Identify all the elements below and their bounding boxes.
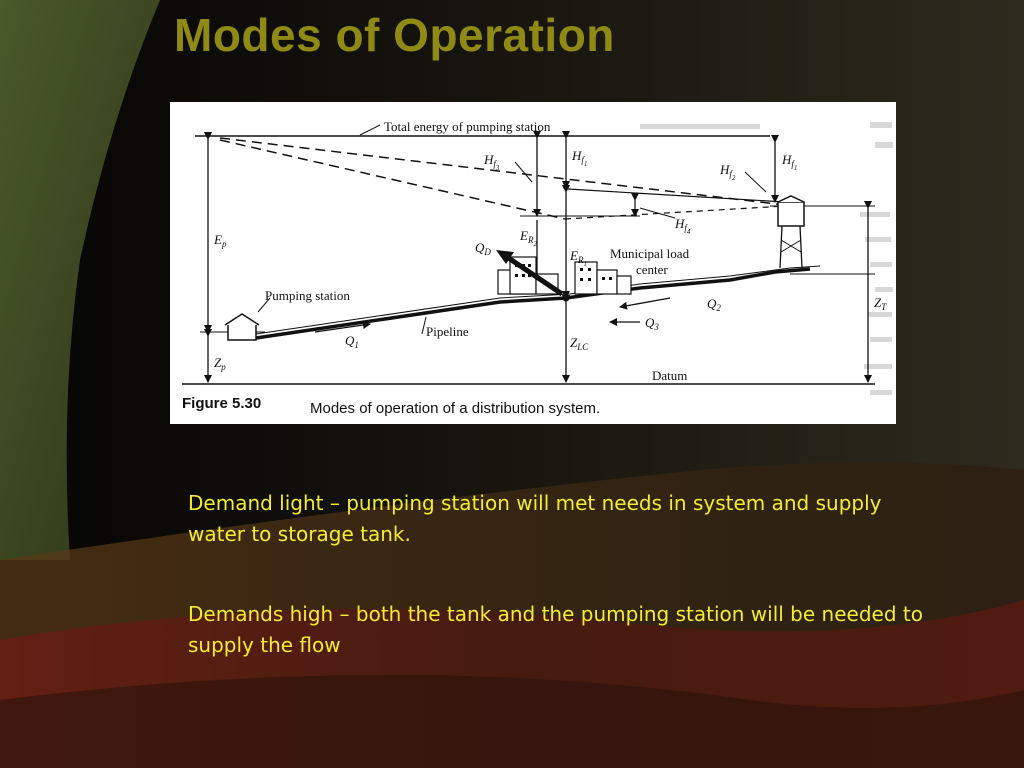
symbol-zlc: $Z_{LC}$ [570, 335, 589, 352]
figure-caption-text: Modes of operation of a distribution system. [310, 400, 601, 417]
symbol-q2: $Q_2$ [707, 296, 721, 313]
arrow-q2 [620, 298, 670, 307]
symbol-hf1-tank: $H_{f1}$ [782, 152, 798, 172]
pumping-station-building [225, 314, 259, 340]
symbol-hf1-center: $H_{f1}$ [572, 148, 588, 168]
water-tower [778, 196, 804, 268]
hgl-dashed-upper [220, 138, 785, 205]
label-datum: Datum [652, 368, 688, 383]
bullet-demand-light: Demand light – pumping station will met needs in system and supply water to storage tank. [188, 491, 882, 546]
symbol-q1: $Q_1$ [345, 333, 359, 350]
label-total-energy: Total energy of pumping station [384, 119, 551, 134]
symbol-ep: $E_p$ [214, 232, 227, 249]
label-pipeline: Pipeline [426, 324, 469, 339]
leader-hf2 [745, 172, 766, 192]
symbol-hf4: $H_{f4}$ [675, 216, 691, 236]
load-center-node [563, 295, 570, 302]
diagram-svg [170, 102, 896, 424]
total-energy-leader [360, 125, 380, 135]
bullet-demand-high: Demands high – both the tank and the pumping station will be needed to supply the flow [188, 602, 923, 657]
figure-distribution-system [170, 102, 896, 424]
symbol-er2: $E_{R2}$ [520, 228, 537, 248]
label-municipal-load-2: center [636, 262, 668, 277]
hgl-dashed-lower [220, 140, 565, 219]
label-municipal-load-1: Municipal load [610, 246, 690, 261]
hgl-solid [568, 189, 785, 202]
symbol-zp: $Z_p$ [214, 355, 226, 372]
symbol-hf3: $H_{f3}$ [484, 152, 500, 172]
symbol-er1: $E_{R1}$ [570, 248, 587, 268]
figure-caption-number: Figure 5.30 [182, 395, 262, 412]
leader-hf3 [515, 162, 532, 182]
symbol-hf2: $H_{f2}$ [720, 162, 736, 182]
slide-title: Modes of Operation [174, 9, 615, 61]
symbol-qd: $Q_D$ [475, 240, 491, 257]
symbol-q3: $Q_3$ [645, 315, 659, 332]
label-pumping-station: Pumping station [265, 288, 350, 303]
symbol-zt: $Z_T$ [874, 295, 887, 312]
